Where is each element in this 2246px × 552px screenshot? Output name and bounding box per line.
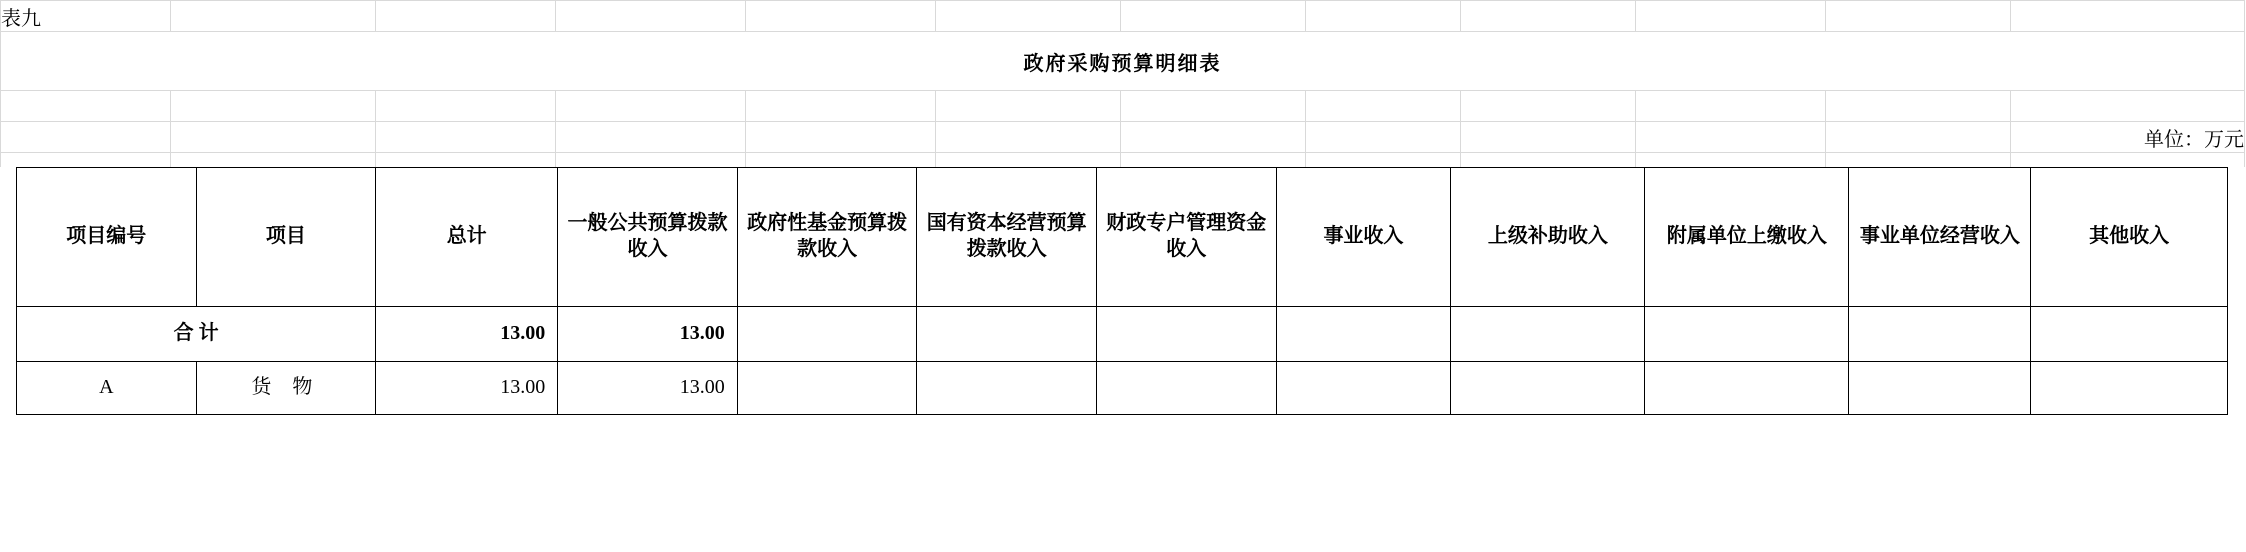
column-header-operating-income: 事业收入 xyxy=(1276,168,1451,307)
total-row-institution-business-income xyxy=(1849,307,2031,362)
grid-cell xyxy=(1306,153,1461,168)
grid-cell xyxy=(171,1,376,32)
grid-cell xyxy=(1,153,171,168)
column-header-institution-business-income: 事业单位经营收入 xyxy=(1849,168,2031,307)
grid-cell xyxy=(1121,91,1306,122)
grid-cell xyxy=(1461,153,1636,168)
grid-cell xyxy=(376,122,556,153)
grid-cell xyxy=(556,91,746,122)
grid-cell xyxy=(1461,91,1636,122)
column-header-state-capital-budget: 国有资本经营预算拨款收入 xyxy=(917,168,1097,307)
unit-note: 单位：万元 xyxy=(2011,122,2245,153)
grid-cell xyxy=(2011,153,2245,168)
grid-cell xyxy=(376,91,556,122)
grid-cell xyxy=(556,153,746,168)
total-row-other-income xyxy=(2031,307,2228,362)
spacer-row xyxy=(1,153,2245,168)
grid-cell xyxy=(376,1,556,32)
unit-row xyxy=(1,122,2245,153)
grid-cell xyxy=(171,153,376,168)
grid-cell xyxy=(1636,122,1826,153)
grid-cell xyxy=(1,122,171,153)
column-header-general-public-budget: 一般公共预算拨款收入 xyxy=(558,168,738,307)
row-state-capital-budget xyxy=(917,362,1097,415)
total-row-general-public-budget: 13.00 xyxy=(558,307,738,362)
row-fiscal-account-funds xyxy=(1096,362,1276,415)
table-header-row xyxy=(17,168,2228,307)
table-row xyxy=(17,362,2228,415)
grid-cell xyxy=(936,1,1121,32)
row-operating-income xyxy=(1276,362,1451,415)
table-total-row xyxy=(17,307,2228,362)
row-general-public-budget: 13.00 xyxy=(558,362,738,415)
column-header-project: 项目 xyxy=(196,168,376,307)
grid-cell xyxy=(171,91,376,122)
grid-cell xyxy=(556,122,746,153)
total-row-fiscal-account-funds xyxy=(1096,307,1276,362)
grid-cell xyxy=(936,153,1121,168)
grid-cell xyxy=(1826,122,2011,153)
row-superior-subsidy xyxy=(1451,362,1645,415)
grid-cell xyxy=(1306,122,1461,153)
total-row-government-fund-budget xyxy=(737,307,917,362)
row-institution-business-income xyxy=(1849,362,2031,415)
grid-cell xyxy=(1461,122,1636,153)
column-header-project-code: 项目编号 xyxy=(17,168,197,307)
total-row-total: 13.00 xyxy=(376,307,558,362)
column-header-government-fund-budget: 政府性基金预算拨款收入 xyxy=(737,168,917,307)
row-project-name: 货 物 xyxy=(196,362,376,415)
grid-cell xyxy=(2011,91,2245,122)
spreadsheet-grid xyxy=(0,0,2245,167)
row-subsidiary-remittance xyxy=(1645,362,1849,415)
row-project-code: A xyxy=(17,362,197,415)
procurement-budget-table xyxy=(16,167,2228,415)
grid-cell xyxy=(1636,1,1826,32)
grid-cell xyxy=(1636,91,1826,122)
grid-cell xyxy=(1826,153,2011,168)
grid-cell xyxy=(936,122,1121,153)
grid-cell xyxy=(1826,91,2011,122)
grid-cell xyxy=(1121,122,1306,153)
grid-cell xyxy=(936,91,1121,122)
column-header-subsidiary-remittance: 附属单位上缴收入 xyxy=(1645,168,1849,307)
budget-table-container xyxy=(0,167,2246,415)
row-other-income xyxy=(2031,362,2228,415)
grid-cell xyxy=(2011,1,2245,32)
grid-cell xyxy=(746,91,936,122)
grid-cell xyxy=(1826,1,2011,32)
total-row-operating-income xyxy=(1276,307,1451,362)
total-row-state-capital-budget xyxy=(917,307,1097,362)
total-row-subsidiary-remittance xyxy=(1645,307,1849,362)
grid-cell xyxy=(1121,153,1306,168)
column-header-superior-subsidy: 上级补助收入 xyxy=(1451,168,1645,307)
grid-cell xyxy=(1,91,171,122)
grid-cell xyxy=(171,122,376,153)
grid-cell xyxy=(1306,1,1461,32)
total-row-superior-subsidy xyxy=(1451,307,1645,362)
page-title: 政府采购预算明细表 xyxy=(1,32,2245,91)
grid-cell xyxy=(556,1,746,32)
row-government-fund-budget xyxy=(737,362,917,415)
row-total: 13.00 xyxy=(376,362,558,415)
sheet-tag: 表九 xyxy=(1,1,171,32)
grid-cell xyxy=(1636,153,1826,168)
grid-cell xyxy=(1306,91,1461,122)
sheet-tag-row xyxy=(1,1,2245,32)
grid-cell xyxy=(376,153,556,168)
total-row-label: 合 计 xyxy=(17,307,376,362)
grid-cell xyxy=(1461,1,1636,32)
blank-row xyxy=(1,91,2245,122)
column-header-fiscal-account-funds: 财政专户管理资金收入 xyxy=(1096,168,1276,307)
grid-cell xyxy=(746,122,936,153)
title-row xyxy=(1,32,2245,91)
grid-cell xyxy=(746,1,936,32)
column-header-total: 总计 xyxy=(376,168,558,307)
column-header-other-income: 其他收入 xyxy=(2031,168,2228,307)
grid-cell xyxy=(746,153,936,168)
grid-cell xyxy=(1121,1,1306,32)
